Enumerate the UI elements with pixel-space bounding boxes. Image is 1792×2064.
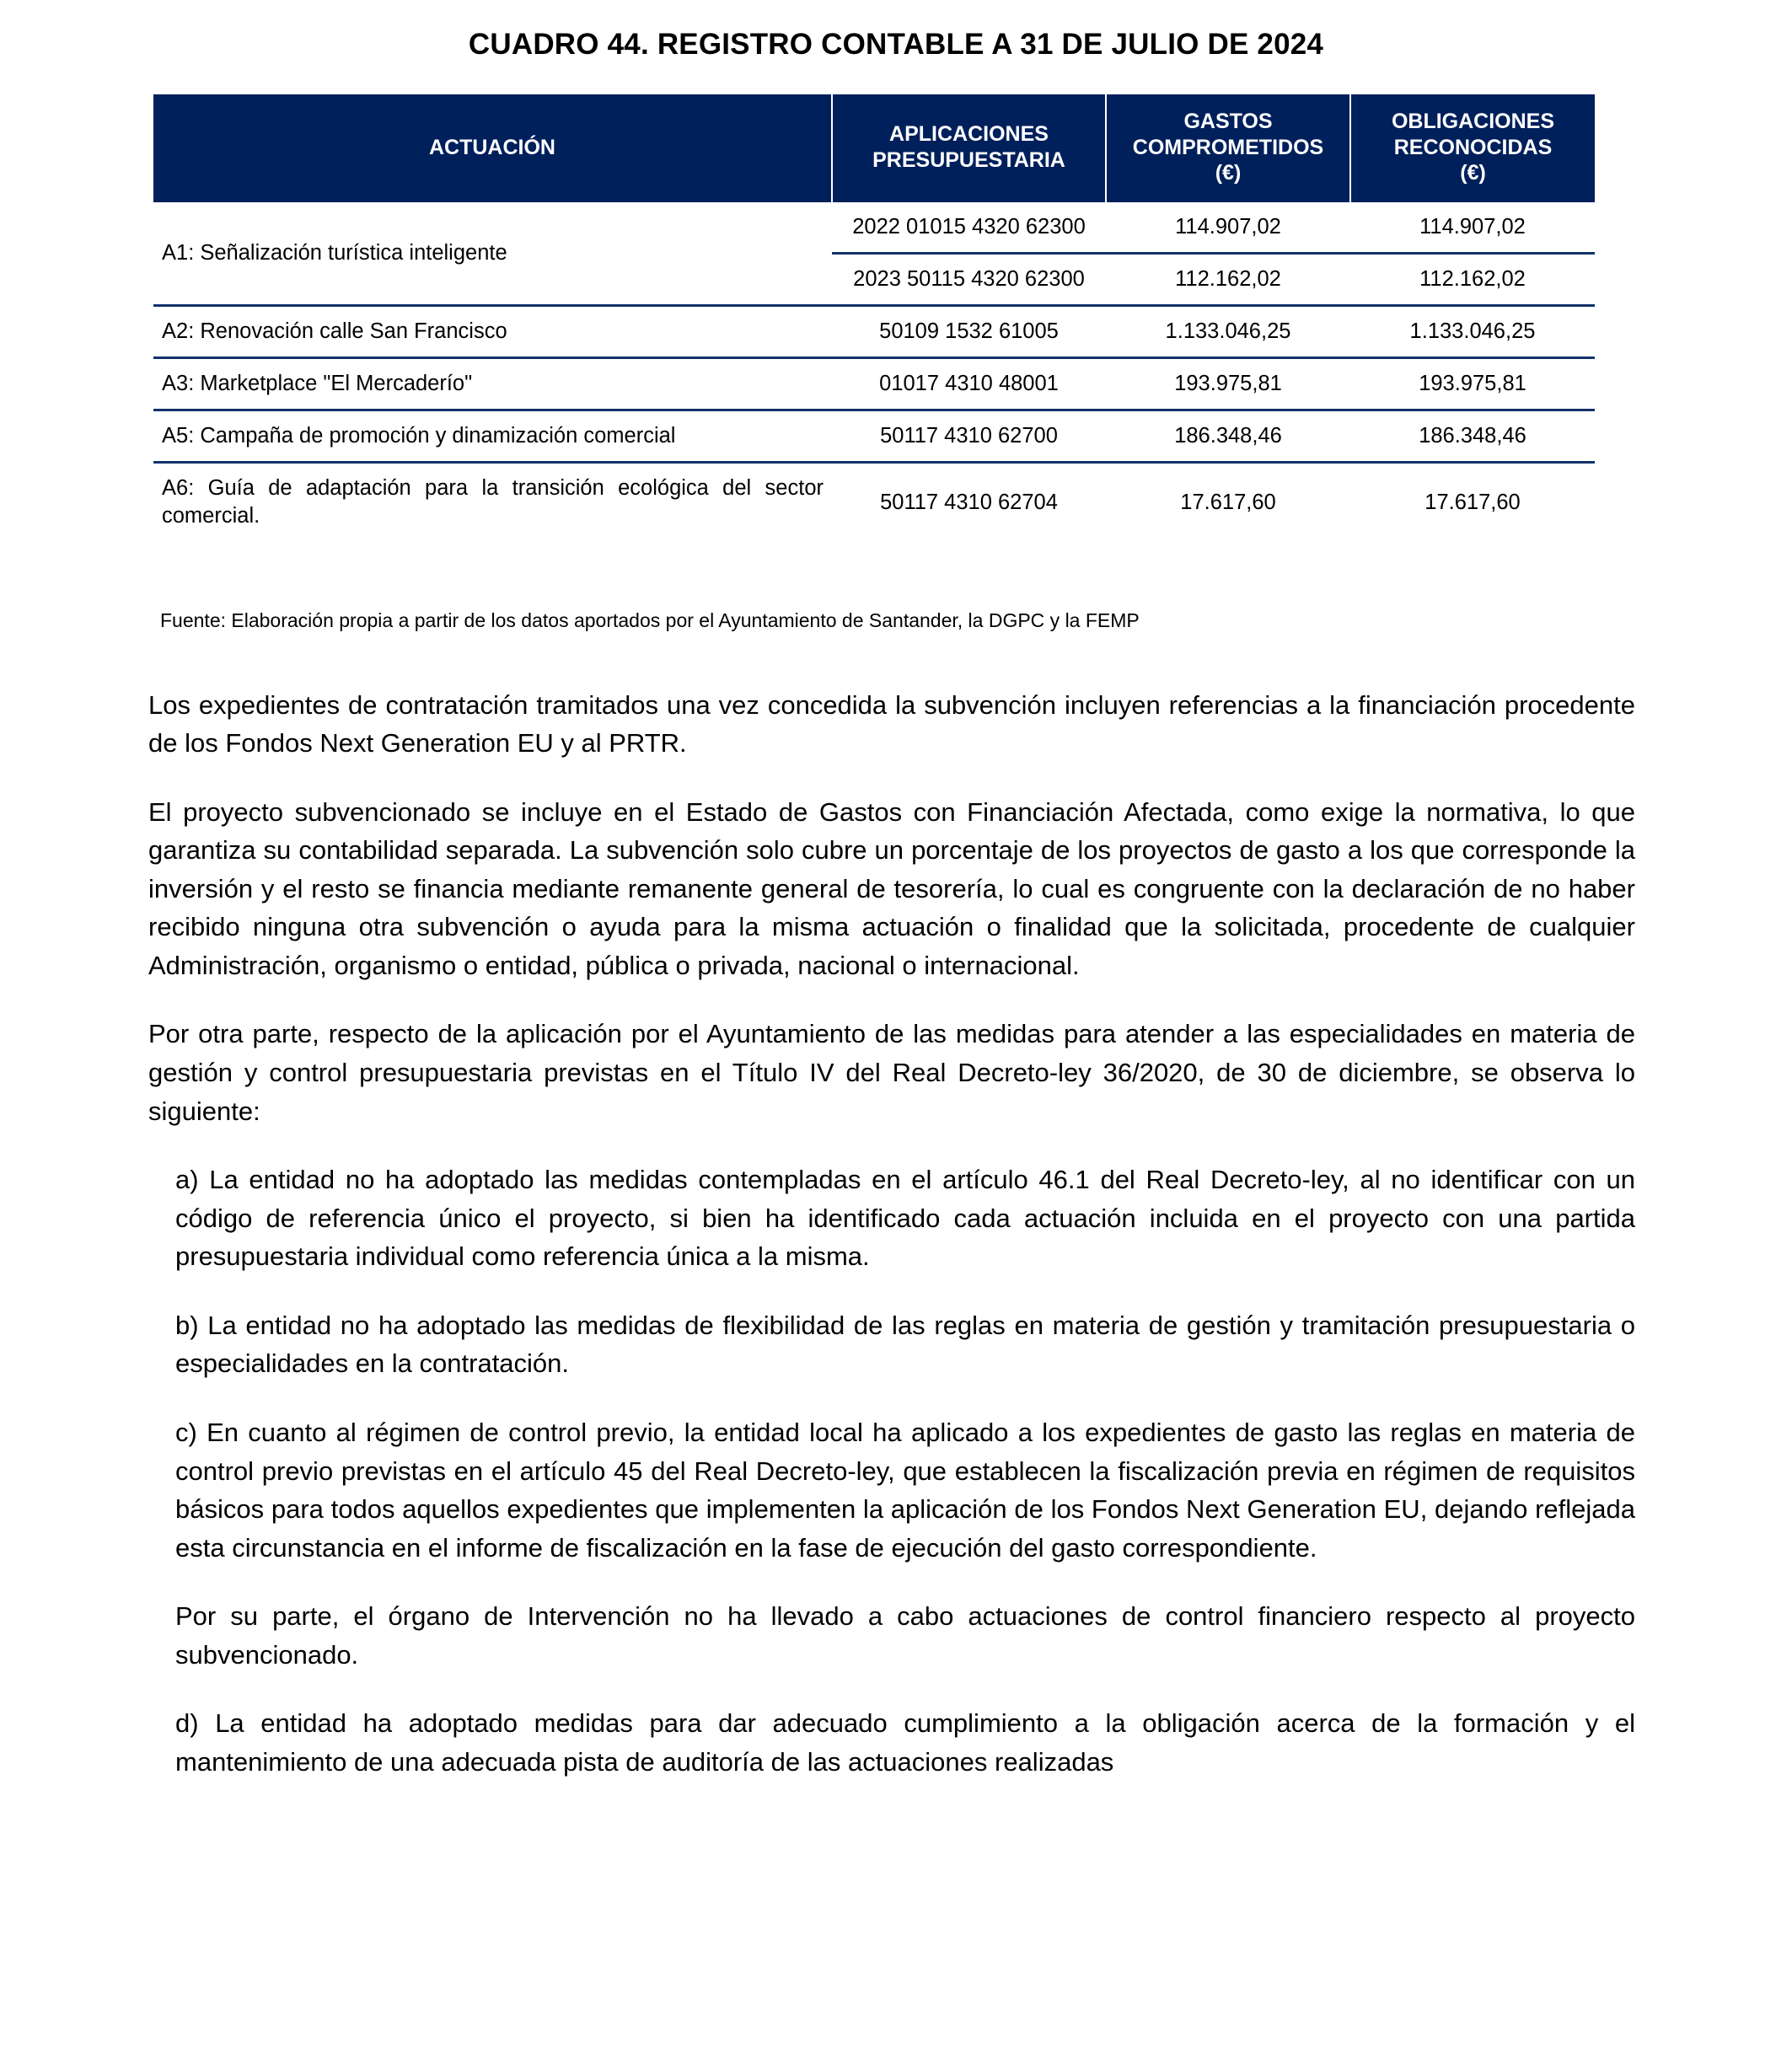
cell-obligaciones-reconocidas: 112.162,02 [1350, 253, 1595, 305]
cell-total-obligaciones-reconocidas: 1.758.057,16 [1350, 541, 1595, 591]
accounting-table-container [148, 94, 1644, 634]
document-body [148, 686, 1644, 1782]
paragraph-p3: Por otra parte, respecto de la aplicación por el Ayuntamiento de las medidas para atender a las especialidades en materia de gestión y control presupuestaria previstas en el Título IV del Real Decreto-ley 36/2020, de 30 de diciembre, se observa lo siguiente: [148, 1019, 1635, 1126]
cell-total-label: TOTAL [153, 541, 832, 591]
column-header-aplicaciones [832, 94, 1106, 202]
cell-actuacion: A5: Campaña de promoción y dinamización comercial [153, 410, 832, 463]
cell-actuacion: A2: Renovación calle San Francisco [153, 305, 832, 357]
table-header-row [153, 94, 1595, 202]
column-header-gastos-line2: COMPROMETIDOS [1132, 135, 1324, 159]
table-header [153, 94, 1595, 202]
column-header-obligaciones-line1: OBLIGACIONES [1391, 110, 1555, 133]
column-header-actuacion: ACTUACIÓN [153, 94, 832, 202]
cell-gastos-comprometidos: 112.162,02 [1106, 253, 1350, 305]
cell-gastos-comprometidos: 17.617,60 [1106, 463, 1350, 542]
cell-gastos-comprometidos: 193.975,81 [1106, 357, 1350, 410]
paragraph-item-b: b) La entidad no ha adoptado las medidas de flexibilidad de las reglas en materia de gestión y tramitación presupuestaria o especialidades en la contratación. [175, 1310, 1635, 1379]
paragraph-item-a: a) La entidad no ha adoptado las medidas contempladas en el artículo 46.1 del Real Decreto-ley, al no identificar con un código de referencia único el proyecto, si bien ha identificado cada actuación incluida en el proyecto con una partida presupuestaria individual como referencia única a la misma. [175, 1165, 1635, 1272]
cell-total-aplicacion [832, 541, 1106, 591]
paragraph-intervencion: Por su parte, el órgano de Intervención no ha llevado a cabo actuaciones de control financiero respecto al proyecto subvencionado. [175, 1601, 1635, 1670]
table-body [153, 202, 1595, 592]
column-header-gastos-comprometidos [1106, 94, 1350, 202]
column-header-gastos-line1: GASTOS [1183, 110, 1273, 133]
cell-gastos-comprometidos: 114.907,02 [1106, 202, 1350, 254]
column-header-obligaciones-line2: RECONOCIDAS [1393, 135, 1553, 159]
table-row [153, 305, 1595, 357]
cell-obligaciones-reconocidas: 17.617,60 [1350, 463, 1595, 542]
cell-gastos-comprometidos: 186.348,46 [1106, 410, 1350, 463]
cell-actuacion: A6: Guía de adaptación para la transición ecológica del sector comercial. [153, 463, 832, 542]
column-header-aplicaciones-line2: PRESUPUESTARIA [872, 147, 1065, 172]
paragraph-p1: Los expedientes de contratación tramitados una vez concedida la subvención incluyen referencias a la financiación procedente de los Fondos Next Generation EU y al PRTR. [148, 689, 1635, 759]
cell-actuacion: A1: Señalización turística inteligente [153, 202, 832, 306]
cell-obligaciones-reconocidas: 114.907,02 [1350, 202, 1595, 254]
paragraph-p2: El proyecto subvencionado se incluye en el Estado de Gastos con Financiación Afectada, como exige la normativa, lo que garantiza su contabilidad separada. La subvención solo cubre un porcentaje de los proyectos de gasto a los que corresponde la inversión y el resto se financia mediante remanente general de tesorería, lo cual es congruente con la declaración de no haber recibido ninguna otra subvención o ayuda para la misma actuación o finalidad que la solicitada, procedente de cualquier Administración, organismo o entidad, pública o privada, nacional o internacional. [148, 796, 1635, 980]
column-header-obligaciones-line3: (€) [1460, 161, 1486, 185]
cell-obligaciones-reconocidas: 193.975,81 [1350, 357, 1595, 410]
cell-obligaciones-reconocidas: 186.348,46 [1350, 410, 1595, 463]
cell-obligaciones-reconocidas: 1.133.046,25 [1350, 305, 1595, 357]
table-total-row [153, 541, 1595, 591]
cell-gastos-comprometidos: 1.133.046,25 [1106, 305, 1350, 357]
cell-total-gastos-comprometidos: 1.758.057,16 [1106, 541, 1350, 591]
table-row [153, 463, 1595, 542]
cell-aplicacion: 2022 01015 4320 62300 [832, 202, 1106, 254]
cell-aplicacion: 01017 4310 48001 [832, 357, 1106, 410]
column-header-aplicaciones-line1: APLICACIONES [889, 122, 1049, 147]
column-header-gastos-line3: (€) [1215, 161, 1242, 185]
cell-aplicacion: 50117 4310 62704 [832, 463, 1106, 542]
table-row [153, 357, 1595, 410]
paragraph-item-c: c) En cuanto al régimen de control previo, la entidad local ha aplicado a los expedientes de gasto las reglas en materia de control previo previstas en el artículo 45 del Real Decreto-ley, que establecen la fiscalización previa en régimen de requisitos básicos para todos aquellos expedientes que implementen la aplicación de los Fondos Next Generation EU, dejando reflejada esta circunstancia en el informe de fiscalización en la fase de ejecución del gasto correspondiente. [175, 1417, 1635, 1563]
cell-aplicacion: 50117 4310 62700 [832, 410, 1106, 463]
table-source-note: Fuente: Elaboración propia a partir de los datos aportados por el Ayuntamiento de Santander, la DGPC y la FEMP [160, 608, 1140, 631]
cell-aplicacion: 50109 1532 61005 [832, 305, 1106, 357]
table-row [153, 410, 1595, 463]
cell-aplicacion: 2023 50115 4320 62300 [832, 253, 1106, 305]
cell-actuacion: A3: Marketplace "El Mercaderío" [153, 357, 832, 410]
table-row [153, 202, 1595, 254]
accounting-table [153, 94, 1595, 592]
column-header-obligaciones-reconocidas [1350, 94, 1595, 202]
paragraph-item-d: d) La entidad ha adoptado medidas para dar adecuado cumplimiento a la obligación acerca de la formación y el mantenimiento de una adecuada pista de auditoría de las actuaciones realizadas [175, 1708, 1635, 1777]
page-title: CUADRO 44. REGISTRO CONTABLE A 31 DE JULIO DE 2024 [468, 28, 1324, 61]
